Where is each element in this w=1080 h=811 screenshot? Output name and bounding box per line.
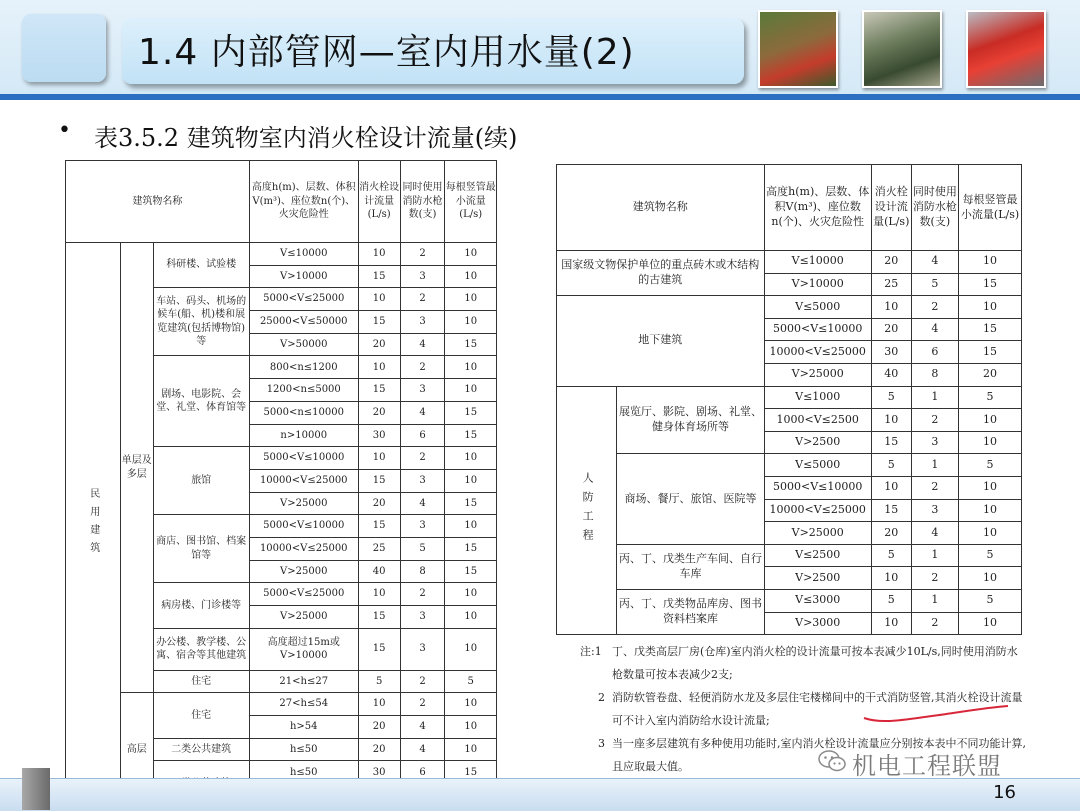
riser-cell: 10 bbox=[445, 379, 497, 402]
riser-cell: 5 bbox=[959, 589, 1022, 612]
param-cell: 5000<V≤10000 bbox=[249, 447, 358, 470]
header-param: 高度h(m)、层数、体积V(m³)、座位数n(个)、火灾危险性 bbox=[249, 161, 358, 243]
flow-cell: 10 bbox=[358, 356, 400, 379]
note-text: 消防软管卷盘、轻便消防水龙及多层住宅楼梯间中的干式消防竖管,其消火栓设计流量可不计入室内消防给水设计流量; bbox=[612, 691, 1023, 727]
param-cell: V>3000 bbox=[764, 612, 871, 635]
notes-label: 注: bbox=[580, 645, 595, 658]
guns-cell: 2 bbox=[911, 567, 958, 590]
riser-cell: 10 bbox=[959, 296, 1022, 319]
guns-cell: 4 bbox=[911, 318, 958, 341]
riser-cell: 5 bbox=[445, 670, 497, 693]
riser-cell: 10 bbox=[959, 612, 1022, 635]
param-cell: 5000<V≤25000 bbox=[249, 288, 358, 311]
flow-cell: 15 bbox=[871, 499, 911, 522]
category-cell: 二类公共建筑 bbox=[153, 738, 249, 761]
flow-cell: 15 bbox=[358, 379, 400, 402]
riser-cell: 5 bbox=[959, 454, 1022, 477]
guns-cell: 4 bbox=[400, 333, 445, 356]
guns-cell: 2 bbox=[400, 288, 445, 311]
group-civil-buildings: 民用建筑 bbox=[66, 243, 121, 807]
header-name: 建筑物名称 bbox=[66, 161, 250, 243]
firefighter-inspection-photo bbox=[862, 10, 942, 88]
category-cell: 地下建筑 bbox=[557, 296, 765, 386]
note-number: 2 bbox=[598, 691, 605, 704]
param-cell: 5000<V≤25000 bbox=[249, 583, 358, 606]
riser-cell: 10 bbox=[959, 567, 1022, 590]
fire-pump-room-photo bbox=[966, 10, 1046, 88]
red-underline-stroke bbox=[864, 706, 1008, 721]
watermark-text: 机电工程联盟 bbox=[852, 752, 1002, 780]
guns-cell: 4 bbox=[400, 738, 445, 761]
param-cell: V>10000 bbox=[249, 265, 358, 288]
guns-cell: 4 bbox=[400, 401, 445, 424]
guns-cell: 8 bbox=[911, 363, 958, 386]
footer-decor-strip bbox=[22, 768, 50, 810]
note-number: 3 bbox=[598, 737, 605, 750]
param-cell: V>25000 bbox=[764, 522, 871, 545]
flow-cell: 20 bbox=[358, 401, 400, 424]
flow-cell: 20 bbox=[871, 522, 911, 545]
param-cell: V>2500 bbox=[764, 567, 871, 590]
guns-cell: 2 bbox=[400, 447, 445, 470]
flow-cell: 30 bbox=[358, 761, 400, 784]
param-cell: V>25000 bbox=[249, 606, 358, 629]
param-cell: 5000<V≤10000 bbox=[764, 476, 871, 499]
guns-cell: 3 bbox=[400, 265, 445, 288]
flow-cell: 40 bbox=[358, 560, 400, 583]
flow-cell: 10 bbox=[358, 693, 400, 716]
guns-cell: 3 bbox=[400, 469, 445, 492]
group-civil-defense: 人防工程 bbox=[557, 386, 617, 635]
param-cell: 10000<V≤25000 bbox=[764, 341, 871, 364]
param-cell: 5000<V≤10000 bbox=[764, 318, 871, 341]
param-cell: 5000<n≤10000 bbox=[249, 401, 358, 424]
riser-cell: 5 bbox=[959, 544, 1022, 567]
param-cell: 10000<V≤25000 bbox=[764, 499, 871, 522]
note-text: 丁、戊类高层厂房(仓库)室内消火栓的设计流量可按本表减少10L/s,同时使用消防水枪数量可按本表减少2支; bbox=[612, 645, 1018, 681]
flow-cell: 10 bbox=[871, 476, 911, 499]
guns-cell: 2 bbox=[400, 356, 445, 379]
guns-cell: 6 bbox=[400, 761, 445, 784]
riser-cell: 10 bbox=[959, 409, 1022, 432]
riser-cell: 10 bbox=[959, 522, 1022, 545]
guns-cell: 3 bbox=[400, 379, 445, 402]
footer-band bbox=[0, 778, 1080, 811]
flow-cell: 20 bbox=[358, 492, 400, 515]
guns-cell: 3 bbox=[400, 311, 445, 334]
red-underline-annotation bbox=[862, 704, 1012, 726]
param-cell: n>10000 bbox=[249, 424, 358, 447]
param-cell: 1000<V≤2500 bbox=[764, 409, 871, 432]
guns-cell: 4 bbox=[911, 522, 958, 545]
param-cell: V≤10000 bbox=[764, 251, 871, 274]
category-cell: 剧场、电影院、会堂、礼堂、体育馆等 bbox=[153, 356, 249, 447]
guns-cell: 2 bbox=[400, 670, 445, 693]
flow-cell: 5 bbox=[358, 670, 400, 693]
category-cell: 丙、丁、戊类生产车间、自行车库 bbox=[617, 544, 764, 589]
category-cell: 住宅 bbox=[153, 670, 249, 693]
flow-cell: 10 bbox=[358, 243, 400, 266]
flow-cell: 10 bbox=[871, 612, 911, 635]
flow-cell: 30 bbox=[871, 341, 911, 364]
guns-cell: 3 bbox=[400, 606, 445, 629]
param-cell: V≤10000 bbox=[249, 243, 358, 266]
riser-cell: 15 bbox=[959, 273, 1022, 296]
riser-cell: 10 bbox=[445, 243, 497, 266]
param-cell: 21<h≤27 bbox=[249, 670, 358, 693]
flow-cell: 10 bbox=[871, 409, 911, 432]
bullet-dot: • bbox=[58, 118, 71, 143]
guns-cell: 2 bbox=[911, 409, 958, 432]
guns-cell: 3 bbox=[911, 499, 958, 522]
flow-cell: 20 bbox=[871, 318, 911, 341]
flow-cell: 10 bbox=[358, 447, 400, 470]
guns-cell: 1 bbox=[911, 386, 958, 409]
guns-cell: 3 bbox=[911, 431, 958, 454]
param-cell: V>25000 bbox=[249, 560, 358, 583]
guns-cell: 2 bbox=[911, 476, 958, 499]
riser-cell: 15 bbox=[445, 537, 497, 560]
flow-cell: 15 bbox=[358, 628, 400, 670]
left-flow-table bbox=[65, 160, 497, 807]
category-cell: 车站、码头、机场的候车(船、机)楼和展览建筑(包括博物馆)等 bbox=[153, 288, 249, 356]
wechat-icon bbox=[818, 750, 846, 772]
param-cell: 10000<V≤25000 bbox=[249, 469, 358, 492]
guns-cell: 3 bbox=[400, 628, 445, 670]
riser-cell: 15 bbox=[445, 333, 497, 356]
riser-cell: 10 bbox=[959, 499, 1022, 522]
flow-cell: 20 bbox=[358, 716, 400, 739]
param-cell: 10000<V≤25000 bbox=[249, 537, 358, 560]
flow-cell: 25 bbox=[871, 273, 911, 296]
category-cell: 商店、图书馆、档案馆等 bbox=[153, 515, 249, 583]
flow-cell: 10 bbox=[871, 296, 911, 319]
param-cell: 800<n≤1200 bbox=[249, 356, 358, 379]
header-param: 高度h(m)、层数、体积V(m³)、座位数n(个)、火灾危险性 bbox=[764, 165, 871, 251]
category-cell: 丙、丁、戊类物品库房、图书资料档案库 bbox=[617, 589, 764, 634]
guns-cell: 6 bbox=[400, 424, 445, 447]
flow-cell: 15 bbox=[358, 469, 400, 492]
riser-cell: 10 bbox=[445, 693, 497, 716]
note-number bbox=[580, 640, 602, 663]
category-cell: 办公楼、教学楼、公寓、宿舍等其他建筑 bbox=[153, 628, 249, 670]
param-cell: 27<h≤54 bbox=[249, 693, 358, 716]
flow-cell: 15 bbox=[358, 606, 400, 629]
flow-cell: 30 bbox=[358, 424, 400, 447]
riser-cell: 15 bbox=[445, 401, 497, 424]
category-cell: 旅馆 bbox=[153, 447, 249, 515]
guns-cell: 1 bbox=[911, 544, 958, 567]
guns-cell: 2 bbox=[400, 243, 445, 266]
flow-cell: 15 bbox=[358, 265, 400, 288]
header-riser: 每根竖管最小流量(L/s) bbox=[959, 165, 1022, 251]
flow-cell: 40 bbox=[871, 363, 911, 386]
flow-cell: 20 bbox=[358, 333, 400, 356]
header-flow: 消火栓设计流量(L/s) bbox=[871, 165, 911, 251]
param-cell: V≤1000 bbox=[764, 386, 871, 409]
param-cell: V>25000 bbox=[249, 492, 358, 515]
guns-cell: 1 bbox=[911, 454, 958, 477]
param-cell: h≤50 bbox=[249, 761, 358, 784]
riser-cell: 10 bbox=[445, 288, 497, 311]
flow-cell: 25 bbox=[358, 537, 400, 560]
riser-cell: 15 bbox=[959, 318, 1022, 341]
flow-cell: 5 bbox=[871, 386, 911, 409]
guns-cell: 2 bbox=[400, 583, 445, 606]
riser-cell: 15 bbox=[445, 560, 497, 583]
param-cell: V>10000 bbox=[764, 273, 871, 296]
guns-cell: 2 bbox=[400, 693, 445, 716]
riser-cell: 15 bbox=[445, 761, 497, 784]
param-cell: h≤50 bbox=[249, 738, 358, 761]
riser-cell: 15 bbox=[445, 492, 497, 515]
riser-cell: 10 bbox=[445, 469, 497, 492]
header-guns: 同时使用消防水枪数(支) bbox=[911, 165, 958, 251]
riser-cell: 10 bbox=[445, 356, 497, 379]
flow-cell: 5 bbox=[871, 544, 911, 567]
riser-cell: 5 bbox=[959, 386, 1022, 409]
flow-cell: 10 bbox=[358, 288, 400, 311]
param-cell: V>2500 bbox=[764, 431, 871, 454]
guns-cell: 5 bbox=[400, 537, 445, 560]
header-name: 建筑物名称 bbox=[557, 165, 765, 251]
guns-cell: 2 bbox=[911, 612, 958, 635]
flow-cell: 5 bbox=[871, 589, 911, 612]
header-divider bbox=[0, 94, 1080, 100]
riser-cell: 10 bbox=[445, 447, 497, 470]
param-cell: h>54 bbox=[249, 716, 358, 739]
guns-cell: 8 bbox=[400, 560, 445, 583]
flow-cell: 20 bbox=[871, 251, 911, 274]
header-riser: 每根竖管最小流量(L/s) bbox=[445, 161, 497, 243]
slide-title: 1.4 内部管网—室内用水量(2) bbox=[138, 32, 635, 73]
riser-cell: 10 bbox=[445, 628, 497, 670]
category-cell: 商场、餐厅、旅馆、医院等 bbox=[617, 454, 764, 544]
param-cell: 25000<V≤50000 bbox=[249, 311, 358, 334]
flow-cell: 10 bbox=[871, 567, 911, 590]
riser-cell: 10 bbox=[959, 476, 1022, 499]
note-index: 1 bbox=[594, 645, 602, 658]
category-cell: 科研楼、试验楼 bbox=[153, 243, 249, 288]
category-cell: 病房楼、门诊楼等 bbox=[153, 583, 249, 628]
riser-cell: 10 bbox=[445, 311, 497, 334]
param-cell: V≤5000 bbox=[764, 296, 871, 319]
guns-cell: 6 bbox=[911, 341, 958, 364]
param-cell: V≤2500 bbox=[764, 544, 871, 567]
subgroup-high-rise: 高层 bbox=[121, 693, 154, 806]
flow-cell: 15 bbox=[871, 431, 911, 454]
guns-cell: 1 bbox=[911, 589, 958, 612]
category-cell: 国家级文物保护单位的重点砖木或木结构的古建筑 bbox=[557, 251, 765, 296]
riser-cell: 15 bbox=[959, 341, 1022, 364]
param-cell: 5000<V≤10000 bbox=[249, 515, 358, 538]
riser-cell: 10 bbox=[445, 515, 497, 538]
guns-cell: 4 bbox=[400, 716, 445, 739]
page-number: 16 bbox=[993, 782, 1016, 803]
watermark bbox=[818, 746, 1050, 778]
param-cell: V>25000 bbox=[764, 363, 871, 386]
param-cell: V>50000 bbox=[249, 333, 358, 356]
riser-cell: 10 bbox=[445, 738, 497, 761]
table-caption: 表3.5.2 建筑物室内消火栓设计流量(续) bbox=[94, 124, 518, 152]
riser-cell: 10 bbox=[445, 583, 497, 606]
riser-cell: 10 bbox=[445, 606, 497, 629]
riser-cell: 15 bbox=[445, 424, 497, 447]
header-guns: 同时使用消防水枪数(支) bbox=[400, 161, 445, 243]
riser-cell: 20 bbox=[959, 363, 1022, 386]
riser-cell: 10 bbox=[445, 716, 497, 739]
note-text: 当一座多层建筑有多种使用功能时,室内消火栓设计流量应分别按本表中不同功能计算,且应取最大值。 bbox=[612, 737, 1026, 773]
param-cell: 1200<n≤5000 bbox=[249, 379, 358, 402]
firefighters-hydrant-photo bbox=[758, 10, 838, 88]
note-item bbox=[580, 640, 1028, 686]
right-flow-table bbox=[556, 164, 1022, 635]
flow-cell: 20 bbox=[358, 738, 400, 761]
param-cell: V≤5000 bbox=[764, 454, 871, 477]
param-cell: 高度超过15m或V>10000 bbox=[249, 628, 358, 670]
header-flow: 消火栓设计流量(L/s) bbox=[358, 161, 400, 243]
riser-cell: 10 bbox=[959, 251, 1022, 274]
flow-cell: 15 bbox=[358, 515, 400, 538]
category-cell: 展览厅、影院、剧场、礼堂、健身体育场所等 bbox=[617, 386, 764, 454]
flow-cell: 5 bbox=[871, 454, 911, 477]
flow-cell: 15 bbox=[358, 311, 400, 334]
riser-cell: 10 bbox=[445, 265, 497, 288]
subgroup-single-multi: 单层及多层 bbox=[121, 243, 154, 693]
riser-cell: 10 bbox=[959, 431, 1022, 454]
guns-cell: 4 bbox=[911, 251, 958, 274]
param-cell: V≤3000 bbox=[764, 589, 871, 612]
guns-cell: 4 bbox=[400, 492, 445, 515]
guns-cell: 3 bbox=[400, 515, 445, 538]
flow-cell: 10 bbox=[358, 583, 400, 606]
category-cell: 住宅 bbox=[153, 693, 249, 738]
guns-cell: 2 bbox=[911, 296, 958, 319]
guns-cell: 5 bbox=[911, 273, 958, 296]
decor-square bbox=[22, 14, 106, 82]
